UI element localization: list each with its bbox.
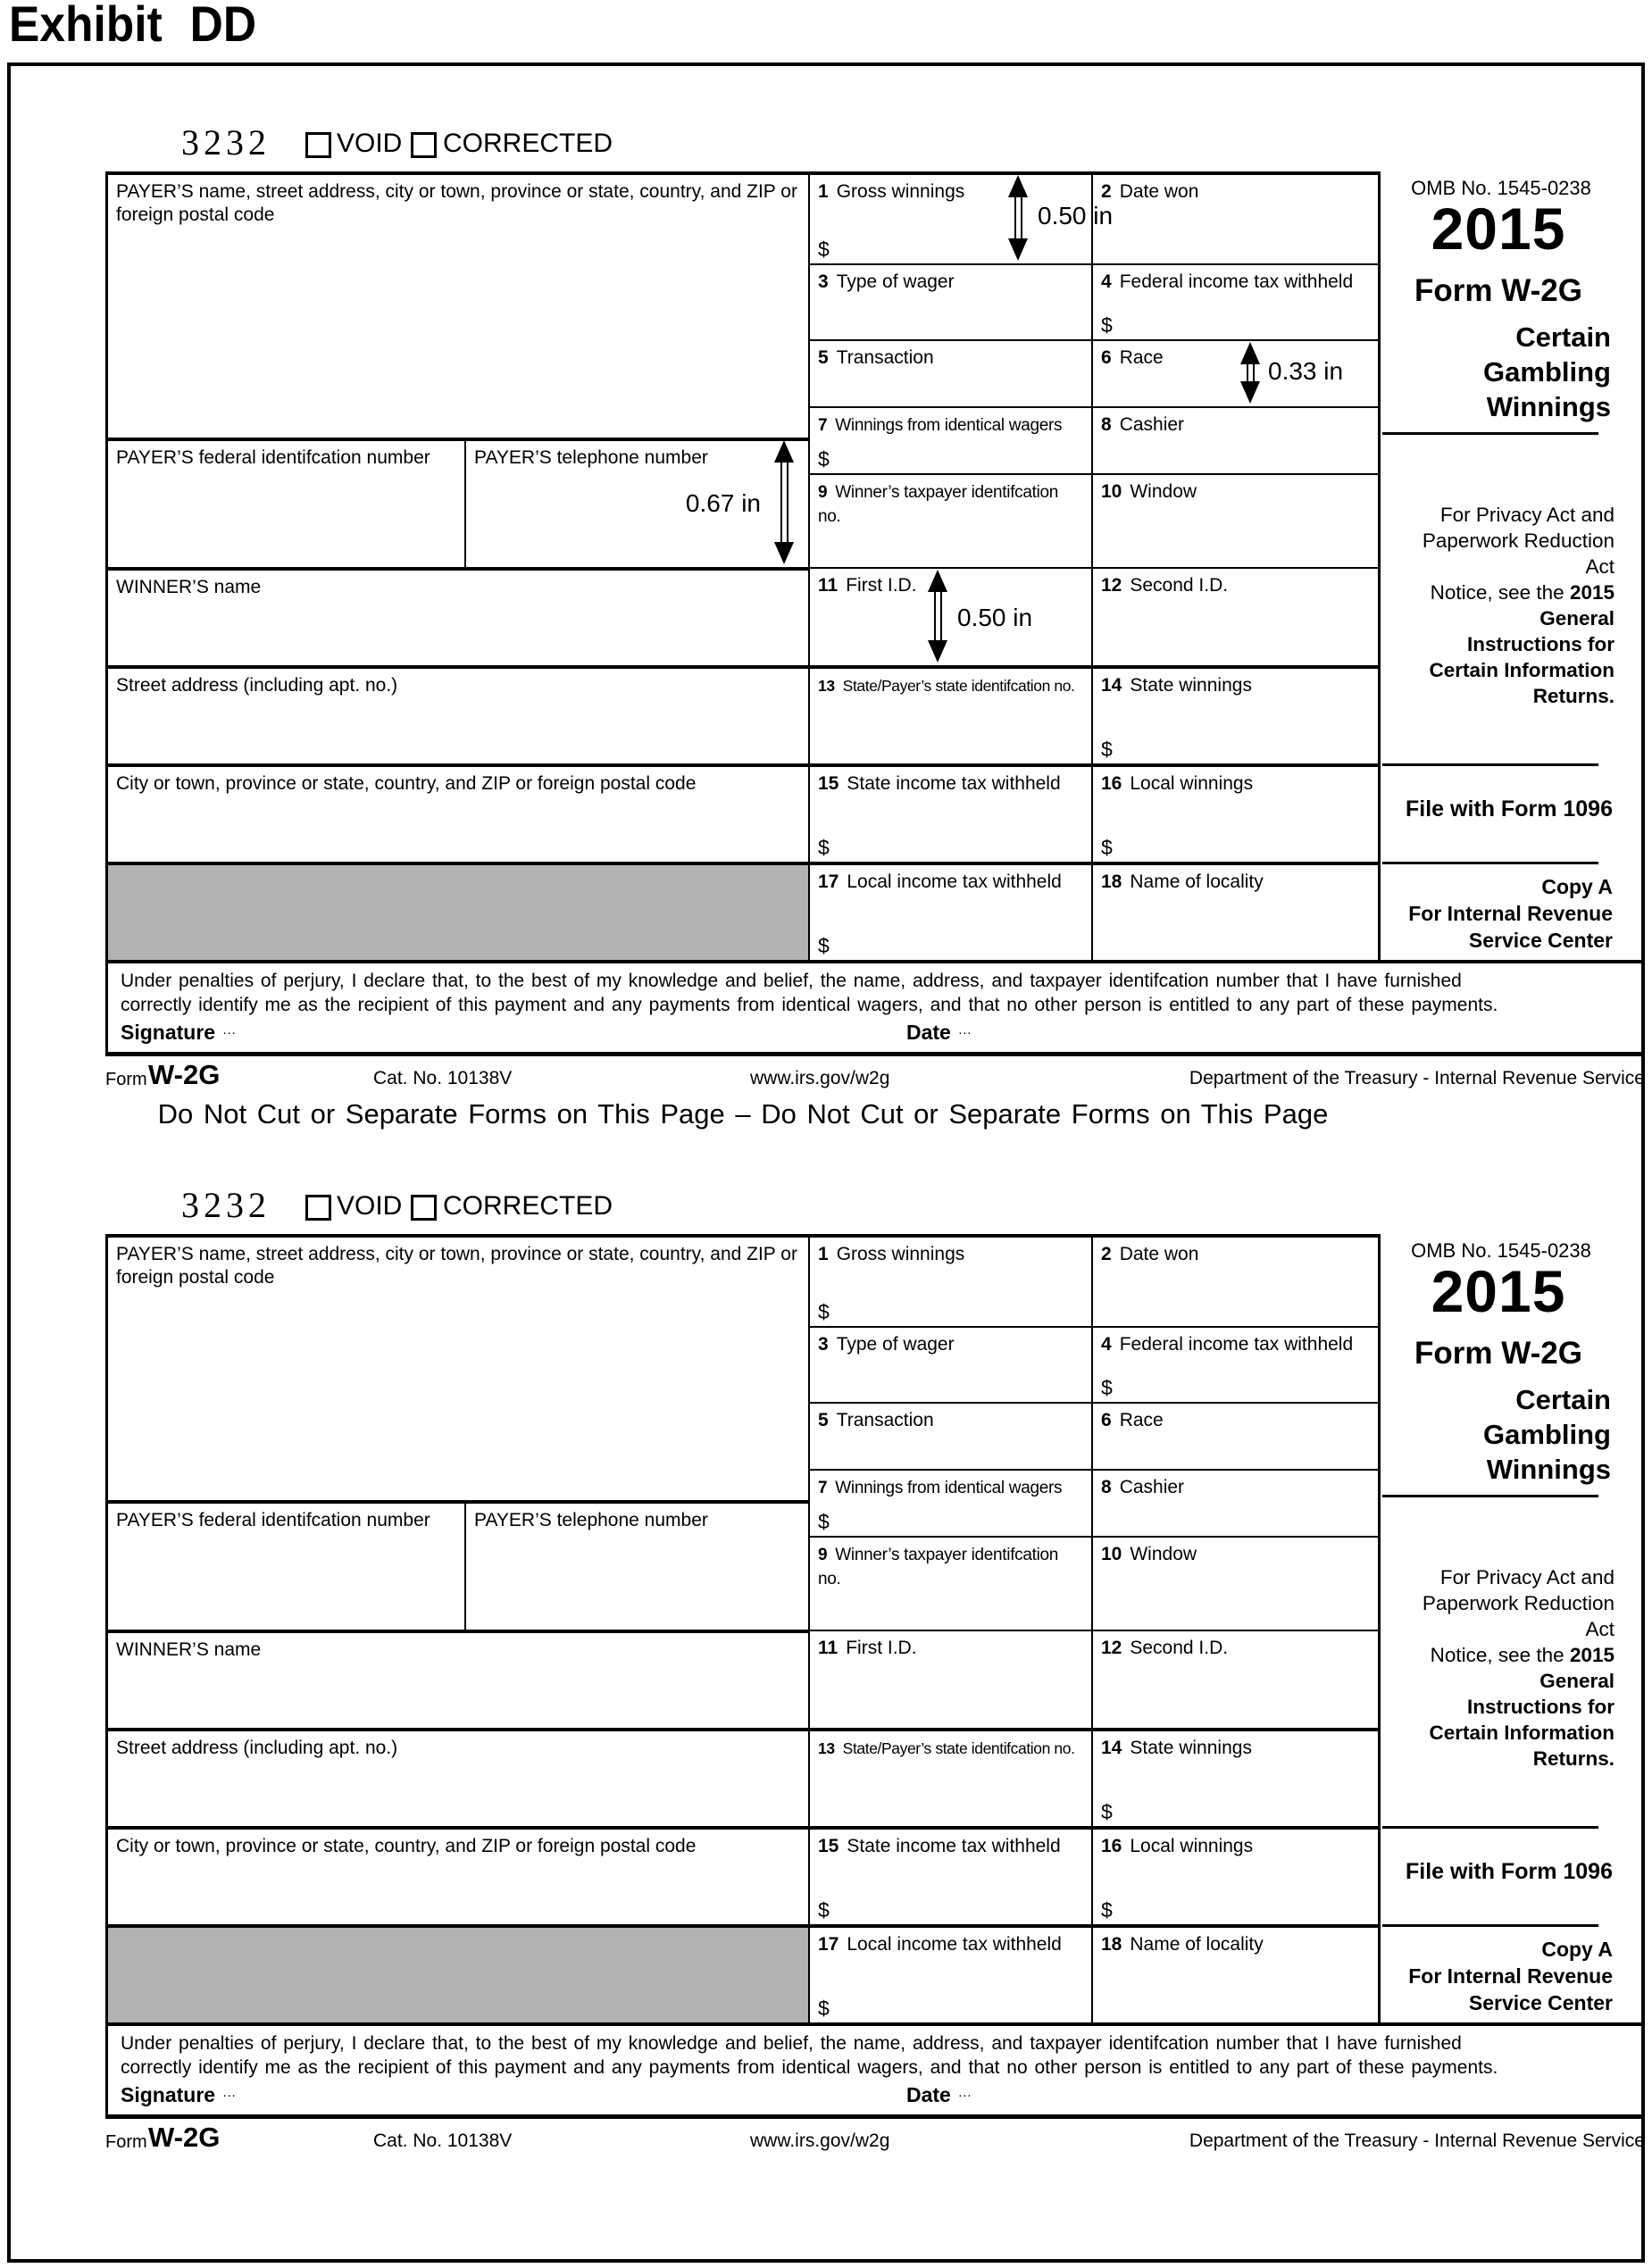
box5-label: Transaction	[836, 1410, 934, 1430]
box5-transaction	[808, 1402, 1091, 1469]
shaded-blank-cell	[105, 1924, 808, 2022]
w2g-form-copy-2	[0, 1161, 1652, 2205]
subtitle-line-3: Winnings	[1486, 391, 1611, 422]
void-label: VOID	[337, 1191, 403, 1221]
box11-label: First I.D.	[846, 575, 917, 596]
box9-winner-tin	[808, 473, 1091, 567]
box15-number: 15	[818, 1836, 839, 1856]
signature-row	[121, 1021, 1630, 1047]
box9-label: Winner’s taxpayer identifcation no.	[818, 1546, 1059, 1588]
perjury-line-1: Under penalties of perjury, I declare that, to the best of my knowledge and belief, the name, address, and taxpayer identifcation number that I have furnished	[121, 2033, 1462, 2054]
box7-dollar-sign: $	[818, 1510, 830, 1533]
copy-a-line: Copy A	[1541, 875, 1613, 898]
box3-type-of-wager	[808, 263, 1091, 339]
winner-name-cell	[105, 567, 808, 665]
box8-cashier	[1091, 1469, 1381, 1536]
privacy-notice	[1375, 502, 1614, 709]
box7-number: 7	[818, 1479, 828, 1497]
box10-window	[1091, 1536, 1381, 1630]
box12-label: Second I.D.	[1130, 1638, 1229, 1658]
footer-catalog-number: Cat. No. 10138V	[373, 1068, 513, 1088]
box14-label: State winnings	[1130, 1738, 1252, 1758]
box7-number: 7	[818, 416, 828, 435]
perjury-band	[105, 2022, 1645, 2119]
perjury-line-1: Under penalties of perjury, I declare that, to the best of my knowledge and belief, the name, address, and taxpayer identifcation number that I have furnished	[121, 971, 1462, 991]
box1-dollar-sign: $	[818, 238, 830, 261]
box8-label: Cashier	[1119, 414, 1185, 435]
box13-number: 13	[818, 1739, 835, 1757]
payer-fed-id-label: PAYER’S federal identifcation number	[116, 447, 430, 468]
copy-a-line: Copy A	[1541, 1938, 1613, 1961]
payer-name-cell	[105, 1234, 808, 1500]
box10-number: 10	[1101, 1544, 1122, 1564]
box18-name-of-locality	[1091, 862, 1381, 960]
box17-local-income-tax	[808, 1924, 1091, 2022]
info-divider-1	[1382, 1495, 1598, 1497]
privacy-line: Act	[1585, 1618, 1614, 1640]
copy-a-line: Service Center	[1468, 929, 1613, 952]
box14-dollar-sign: $	[1101, 738, 1113, 761]
box17-dollar-sign: $	[818, 1997, 830, 2020]
form-subtitle	[1381, 1382, 1611, 1487]
footer-form-word: Form	[105, 2132, 147, 2152]
box6-height-value: 0.33 in	[1268, 357, 1344, 385]
box14-dollar-sign: $	[1101, 1800, 1113, 1823]
privacy-line: Certain Information	[1429, 659, 1614, 681]
box7-identical-wagers	[808, 1469, 1091, 1536]
footer-form-word: Form	[105, 1070, 147, 1089]
signature-label: Signature ···	[121, 2083, 237, 2106]
box11-number: 11	[818, 1638, 839, 1658]
payer-phone-height-arrow-icon	[773, 440, 795, 564]
box18-number: 18	[1101, 871, 1122, 892]
box11-number: 11	[818, 575, 839, 596]
box1-height-value: 0.50 in	[1038, 202, 1114, 229]
box9-number: 9	[818, 483, 828, 502]
box16-label: Local winnings	[1130, 773, 1254, 794]
box13-state-id	[808, 1728, 1091, 1826]
perjury-statement	[121, 969, 1630, 1017]
privacy-line: Act	[1585, 555, 1614, 578]
box17-number: 17	[818, 1934, 839, 1955]
subtitle-line-3: Winnings	[1486, 1454, 1611, 1485]
box15-dollar-sign: $	[818, 1898, 830, 1922]
box4-label: Federal income tax withheld	[1119, 1334, 1354, 1355]
box5-label: Transaction	[836, 347, 934, 368]
perjury-statement	[121, 2031, 1630, 2080]
box13-state-id	[808, 665, 1091, 763]
info-divider-3	[1382, 862, 1598, 864]
box7-label: Winnings from identical wagers	[835, 1479, 1063, 1497]
subtitle-line-1: Certain	[1515, 321, 1611, 353]
payer-fed-id-cell	[105, 438, 464, 567]
form-name: Form W-2G	[1414, 273, 1582, 308]
box10-window	[1091, 473, 1381, 567]
footer-form-code: W-2G	[148, 1059, 221, 1090]
box1-number: 1	[818, 181, 829, 202]
void-checkbox[interactable]	[305, 132, 331, 158]
box17-label: Local income tax withheld	[847, 1934, 1062, 1955]
copy-a-block	[1381, 1936, 1613, 2016]
box16-number: 16	[1101, 1836, 1122, 1856]
void-label: VOID	[337, 129, 403, 158]
privacy-line: General	[1539, 1670, 1614, 1692]
privacy-line: Returns.	[1532, 1747, 1614, 1770]
box15-dollar-sign: $	[818, 836, 830, 859]
box16-label: Local winnings	[1130, 1836, 1254, 1856]
box4-number: 4	[1101, 1334, 1112, 1355]
box18-label: Name of locality	[1130, 871, 1264, 892]
privacy-line: Returns.	[1532, 685, 1614, 707]
subtitle-line-2: Gambling	[1483, 356, 1611, 388]
box7-identical-wagers	[808, 406, 1091, 473]
box10-label: Window	[1130, 481, 1197, 502]
info-divider-2	[1382, 1826, 1598, 1829]
box1-label: Gross winnings	[836, 1244, 965, 1264]
box1-gross-winnings	[808, 1234, 1091, 1326]
box10-number: 10	[1101, 481, 1122, 502]
box14-number: 14	[1101, 1738, 1122, 1758]
footer-irs-url: www.irs.gov/w2g	[750, 1068, 890, 1088]
corrected-label: CORRECTED	[443, 1191, 613, 1221]
box6-number: 6	[1101, 1410, 1112, 1430]
box10-label: Window	[1130, 1544, 1197, 1564]
void-checkbox[interactable]	[305, 1195, 331, 1221]
box11-first-id	[808, 567, 1091, 665]
date-pointer-icon: ···	[957, 2088, 972, 2103]
box15-state-income-tax	[808, 763, 1091, 862]
box8-cashier	[1091, 406, 1381, 473]
box4-federal-tax	[1091, 263, 1381, 339]
box6-label: Race	[1119, 347, 1164, 368]
footer-department: Department of the Treasury - Internal Revenue Service	[1189, 2130, 1645, 2151]
box15-number: 15	[818, 773, 839, 794]
form-code-3232: 3232	[181, 1185, 271, 1225]
box4-federal-tax	[1091, 1326, 1381, 1402]
file-with-note: File with Form 1096	[1405, 1859, 1613, 1884]
footer-department: Department of the Treasury - Internal Revenue Service	[1189, 1068, 1645, 1088]
box12-number: 12	[1101, 1638, 1122, 1658]
box6-race	[1091, 1402, 1381, 1469]
box3-number: 3	[818, 271, 829, 292]
box2-date-won	[1091, 1234, 1381, 1326]
copy-a-line: For Internal Revenue	[1408, 1964, 1613, 1988]
privacy-line: Paperwork Reduction	[1422, 1592, 1614, 1614]
box8-label: Cashier	[1119, 1477, 1185, 1497]
payer-phone-height-value: 0.67 in	[685, 489, 761, 517]
date-pointer-icon: ···	[957, 1025, 972, 1040]
shaded-blank-cell	[105, 862, 808, 960]
box12-second-id	[1091, 1630, 1381, 1728]
omb-number: OMB No. 1545-0238	[1411, 1239, 1591, 1262]
winner-name-cell	[105, 1630, 808, 1728]
box11-first-id	[808, 1630, 1091, 1728]
box18-name-of-locality	[1091, 1924, 1381, 2022]
box7-label: Winnings from identical wagers	[835, 416, 1063, 435]
box17-dollar-sign: $	[818, 934, 830, 957]
box8-number: 8	[1101, 1477, 1112, 1497]
privacy-line: General	[1539, 607, 1614, 630]
box18-label: Name of locality	[1130, 1934, 1264, 1955]
tax-year: 2015	[1431, 1258, 1566, 1324]
box4-dollar-sign: $	[1101, 1376, 1113, 1399]
city-label: City or town, province or state, country, and ZIP or foreign postal code	[116, 1836, 697, 1856]
copy-a-block	[1381, 873, 1613, 954]
signature-pointer-icon: ···	[222, 1025, 237, 1040]
privacy-line: For Privacy Act and	[1439, 504, 1614, 526]
payer-fed-id-cell	[105, 1500, 464, 1630]
box9-number: 9	[818, 1546, 828, 1564]
box13-label: State/Payer’s state identifcation no.	[842, 1739, 1075, 1757]
privacy-line: Paperwork Reduction	[1422, 529, 1614, 552]
street-address-cell	[105, 1728, 808, 1826]
box16-number: 16	[1101, 773, 1122, 794]
box1-label: Gross winnings	[836, 181, 965, 202]
privacy-line: Instructions for	[1466, 1696, 1614, 1718]
date-label: Date ···	[906, 2083, 972, 2106]
privacy-line: Instructions for	[1466, 633, 1614, 655]
box3-type-of-wager	[808, 1326, 1091, 1402]
box5-transaction	[808, 339, 1091, 406]
payer-phone-label: PAYER’S telephone number	[474, 1510, 708, 1530]
box6-height-arrow-icon	[1239, 342, 1261, 404]
street-address-cell	[105, 665, 808, 763]
box12-number: 12	[1101, 575, 1122, 596]
box1-number: 1	[818, 1244, 829, 1264]
winner-name-label: WINNER’S name	[116, 1639, 262, 1660]
perjury-line-2: correctly identify me as the recipient of this payment and any payments from identical wagers, and that no other person is entitled to any part of these payments.	[121, 2057, 1498, 2078]
city-cell	[105, 763, 808, 862]
city-cell	[105, 1826, 808, 1924]
box15-label: State income tax withheld	[847, 1836, 1061, 1856]
box16-local-winnings	[1091, 1826, 1381, 1924]
box11-label: First I.D.	[846, 1638, 917, 1658]
signature-pointer-icon: ···	[222, 2088, 237, 2103]
box16-dollar-sign: $	[1101, 836, 1113, 859]
date-label: Date ···	[906, 1021, 972, 1044]
info-divider-1	[1382, 432, 1598, 435]
box12-second-id	[1091, 567, 1381, 665]
subtitle-line-2: Gambling	[1483, 1419, 1611, 1450]
w2g-form-copy-1	[0, 98, 1652, 1143]
payer-phone-label: PAYER’S telephone number	[474, 447, 708, 468]
perjury-band	[105, 960, 1645, 1056]
box6-number: 6	[1101, 347, 1112, 368]
box5-number: 5	[818, 347, 829, 368]
footer-catalog-number: Cat. No. 10138V	[373, 2130, 513, 2151]
footer-form-code: W-2G	[148, 2122, 221, 2153]
box2-label: Date won	[1119, 181, 1199, 202]
box15-state-income-tax	[808, 1826, 1091, 1924]
box11-height-value: 0.50 in	[957, 604, 1033, 631]
box14-label: State winnings	[1130, 675, 1252, 696]
box16-local-winnings	[1091, 763, 1381, 862]
payer-name-cell	[105, 171, 808, 438]
signature-label: Signature ···	[121, 1021, 237, 1044]
do-not-cut-notice: Do Not Cut or Separate Forms on This Page – Do Not Cut or Separate Forms on This Page	[157, 1098, 1329, 1130]
perjury-line-2: correctly identify me as the recipient of this payment and any payments from identical wagers, and that no other person is entitled to any part of these payments.	[121, 995, 1498, 1015]
privacy-line: Certain Information	[1429, 1722, 1614, 1744]
form-name: Form W-2G	[1414, 1336, 1582, 1371]
signature-row	[121, 2083, 1630, 2110]
box13-number: 13	[818, 677, 835, 695]
box4-label: Federal income tax withheld	[1119, 271, 1354, 292]
box11-height-arrow-icon	[927, 570, 948, 663]
privacy-line: Notice, see the 2015	[1430, 581, 1614, 604]
payer-phone-cell	[464, 1500, 808, 1630]
payer-fed-id-label: PAYER’S federal identifcation number	[116, 1510, 430, 1530]
box5-number: 5	[818, 1410, 829, 1430]
box17-local-income-tax	[808, 862, 1091, 960]
box17-number: 17	[818, 871, 839, 892]
form-subtitle	[1381, 320, 1611, 424]
subtitle-line-1: Certain	[1515, 1384, 1611, 1415]
winner-name-label: WINNER’S name	[116, 577, 262, 597]
copy-a-line: For Internal Revenue	[1408, 902, 1613, 925]
corrected-checkbox[interactable]	[411, 1195, 437, 1221]
exhibit-title: Exhibit DD	[9, 0, 257, 52]
box2-number: 2	[1101, 181, 1112, 202]
box9-winner-tin	[808, 1536, 1091, 1630]
privacy-line: Notice, see the 2015	[1430, 1644, 1614, 1666]
info-divider-3	[1382, 1924, 1598, 1927]
box3-number: 3	[818, 1334, 829, 1355]
box8-number: 8	[1101, 414, 1112, 435]
city-label: City or town, province or state, country, and ZIP or foreign postal code	[116, 773, 697, 794]
box2-number: 2	[1101, 1244, 1112, 1264]
box4-number: 4	[1101, 271, 1112, 292]
tax-year: 2015	[1431, 196, 1566, 262]
street-address-label: Street address (including apt. no.)	[116, 675, 398, 696]
box2-date-won	[1091, 171, 1381, 263]
omb-number: OMB No. 1545-0238	[1411, 177, 1591, 199]
box4-dollar-sign: $	[1101, 313, 1113, 337]
box16-dollar-sign: $	[1101, 1898, 1113, 1922]
box18-number: 18	[1101, 1934, 1122, 1955]
box1-height-arrow-icon	[1007, 175, 1029, 261]
box3-label: Type of wager	[836, 1334, 955, 1355]
payer-name-label: PAYER’S name, street address, city or town, province or state, country, and ZIP or foreign postal code	[116, 1244, 797, 1288]
corrected-label: CORRECTED	[443, 129, 613, 158]
privacy-notice	[1375, 1564, 1614, 1772]
box17-label: Local income tax withheld	[847, 871, 1062, 892]
payer-name-label: PAYER’S name, street address, city or town, province or state, country, and ZIP or foreign postal code	[116, 181, 797, 225]
file-with-note: File with Form 1096	[1405, 796, 1613, 821]
box2-label: Date won	[1119, 1244, 1199, 1264]
box12-label: Second I.D.	[1130, 575, 1229, 596]
info-divider-2	[1382, 763, 1598, 766]
privacy-line: For Privacy Act and	[1439, 1566, 1614, 1588]
corrected-checkbox[interactable]	[411, 132, 437, 158]
box7-dollar-sign: $	[818, 447, 830, 471]
box14-state-winnings	[1091, 1728, 1381, 1826]
box14-number: 14	[1101, 675, 1122, 696]
street-address-label: Street address (including apt. no.)	[116, 1738, 398, 1758]
box3-label: Type of wager	[836, 271, 955, 292]
box6-label: Race	[1119, 1410, 1164, 1430]
copy-a-line: Service Center	[1468, 1991, 1613, 2014]
footer-irs-url: www.irs.gov/w2g	[750, 2130, 890, 2151]
form-code-3232: 3232	[181, 122, 271, 163]
box1-dollar-sign: $	[818, 1300, 830, 1323]
box13-label: State/Payer’s state identifcation no.	[842, 677, 1075, 695]
box9-label: Winner’s taxpayer identifcation no.	[818, 483, 1059, 526]
box14-state-winnings	[1091, 665, 1381, 763]
box15-label: State income tax withheld	[847, 773, 1061, 794]
